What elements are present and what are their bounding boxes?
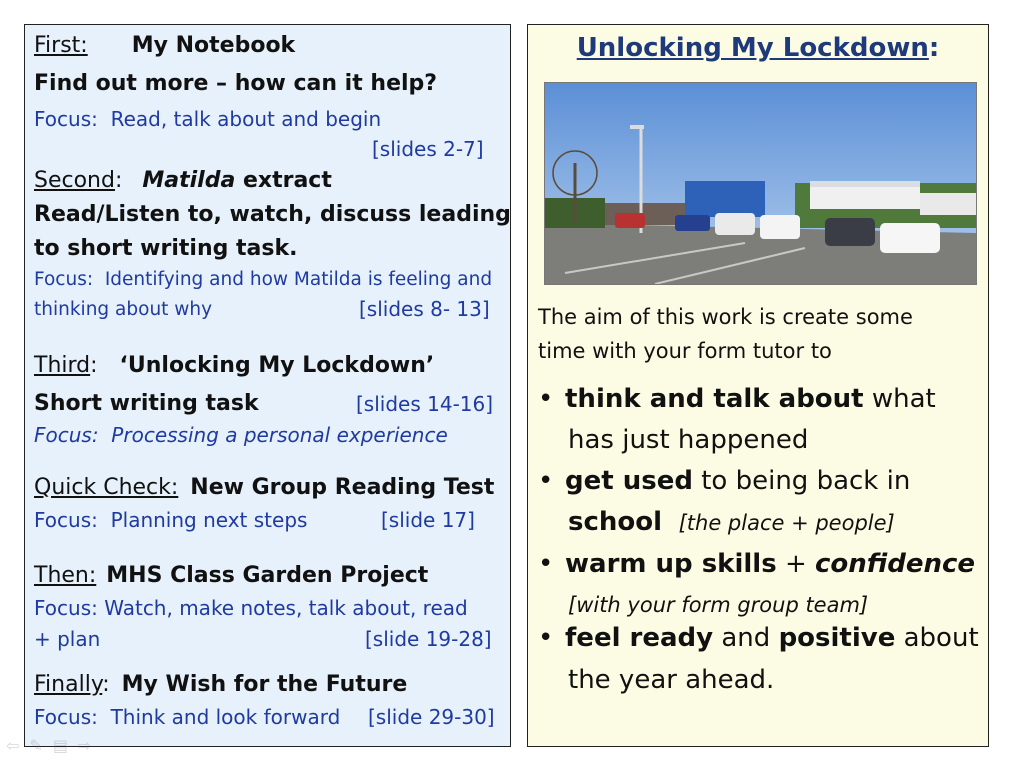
finally-focus: Focus: Think and look forward: [34, 705, 341, 729]
school-photo-illustration: [545, 83, 976, 284]
aim-line-2: time with your form tutor to: [538, 339, 832, 363]
then-focus-2: + plan: [34, 627, 101, 651]
bullet-1-cont: has just happened: [568, 425, 809, 455]
first-line: Find out more – how can it help?: [34, 71, 438, 96]
bullet-2-cont: school [the place + people]: [568, 507, 895, 537]
bullet-2: • get used to being back in: [538, 466, 911, 496]
second-line1: Read/Listen to, watch, discuss leading: [34, 202, 511, 227]
second-focus-2: thinking about why: [34, 299, 213, 320]
third-heading: Third: ‘Unlocking My Lockdown’: [34, 353, 435, 378]
pen-icon[interactable]: ✎: [29, 736, 43, 755]
panel-title: Unlocking My Lockdown:: [576, 33, 940, 63]
bullet-4: • feel ready and positive about: [538, 623, 979, 653]
first-slides: [slides 2-7]: [372, 137, 484, 161]
bullet-1: • think and talk about what: [538, 384, 936, 414]
quick-check-focus: Focus: Planning next steps: [34, 508, 308, 532]
third-slides: [slides 14-16]: [356, 392, 494, 416]
second-focus: Focus: Identifying and how Matilda is feeling and: [34, 269, 493, 290]
then-slides: [slide 19-28]: [365, 627, 492, 651]
third-focus: Focus: Processing a personal experience: [34, 423, 448, 447]
first-heading: First: My Notebook: [34, 33, 296, 58]
bullet-4-cont: the year ahead.: [568, 665, 775, 695]
slideshow-nav[interactable]: [6, 736, 126, 756]
aim-line-1: The aim of this work is create some: [538, 305, 913, 329]
then-heading: Then: MHS Class Garden Project: [34, 563, 429, 588]
forward-arrow-icon[interactable]: ⇨: [77, 736, 92, 755]
school-photo: [544, 82, 977, 285]
finally-heading: Finally: My Wish for the Future: [34, 672, 408, 697]
second-slides: [slides 8- 13]: [359, 297, 490, 321]
info-panel: [527, 24, 989, 747]
first-focus: Focus: Read, talk about and begin: [34, 107, 382, 131]
second-line2: to short writing task.: [34, 236, 298, 261]
quick-check-slides: [slide 17]: [381, 508, 475, 532]
bullet-3: • warm up skills + confidence: [538, 549, 976, 579]
second-heading: Second: Matilda extract: [34, 168, 332, 193]
agenda-panel: [24, 24, 511, 747]
quick-check-heading: Quick Check: New Group Reading Test: [34, 475, 495, 500]
bullet-3-cont: [with your form group team]: [568, 593, 869, 617]
third-line: Short writing task: [34, 391, 259, 416]
then-focus: Focus: Watch, make notes, talk about, read: [34, 596, 468, 620]
back-arrow-icon[interactable]: ⇦: [6, 736, 20, 755]
menu-icon[interactable]: ▤: [52, 736, 68, 755]
finally-slides: [slide 29-30]: [368, 705, 495, 729]
